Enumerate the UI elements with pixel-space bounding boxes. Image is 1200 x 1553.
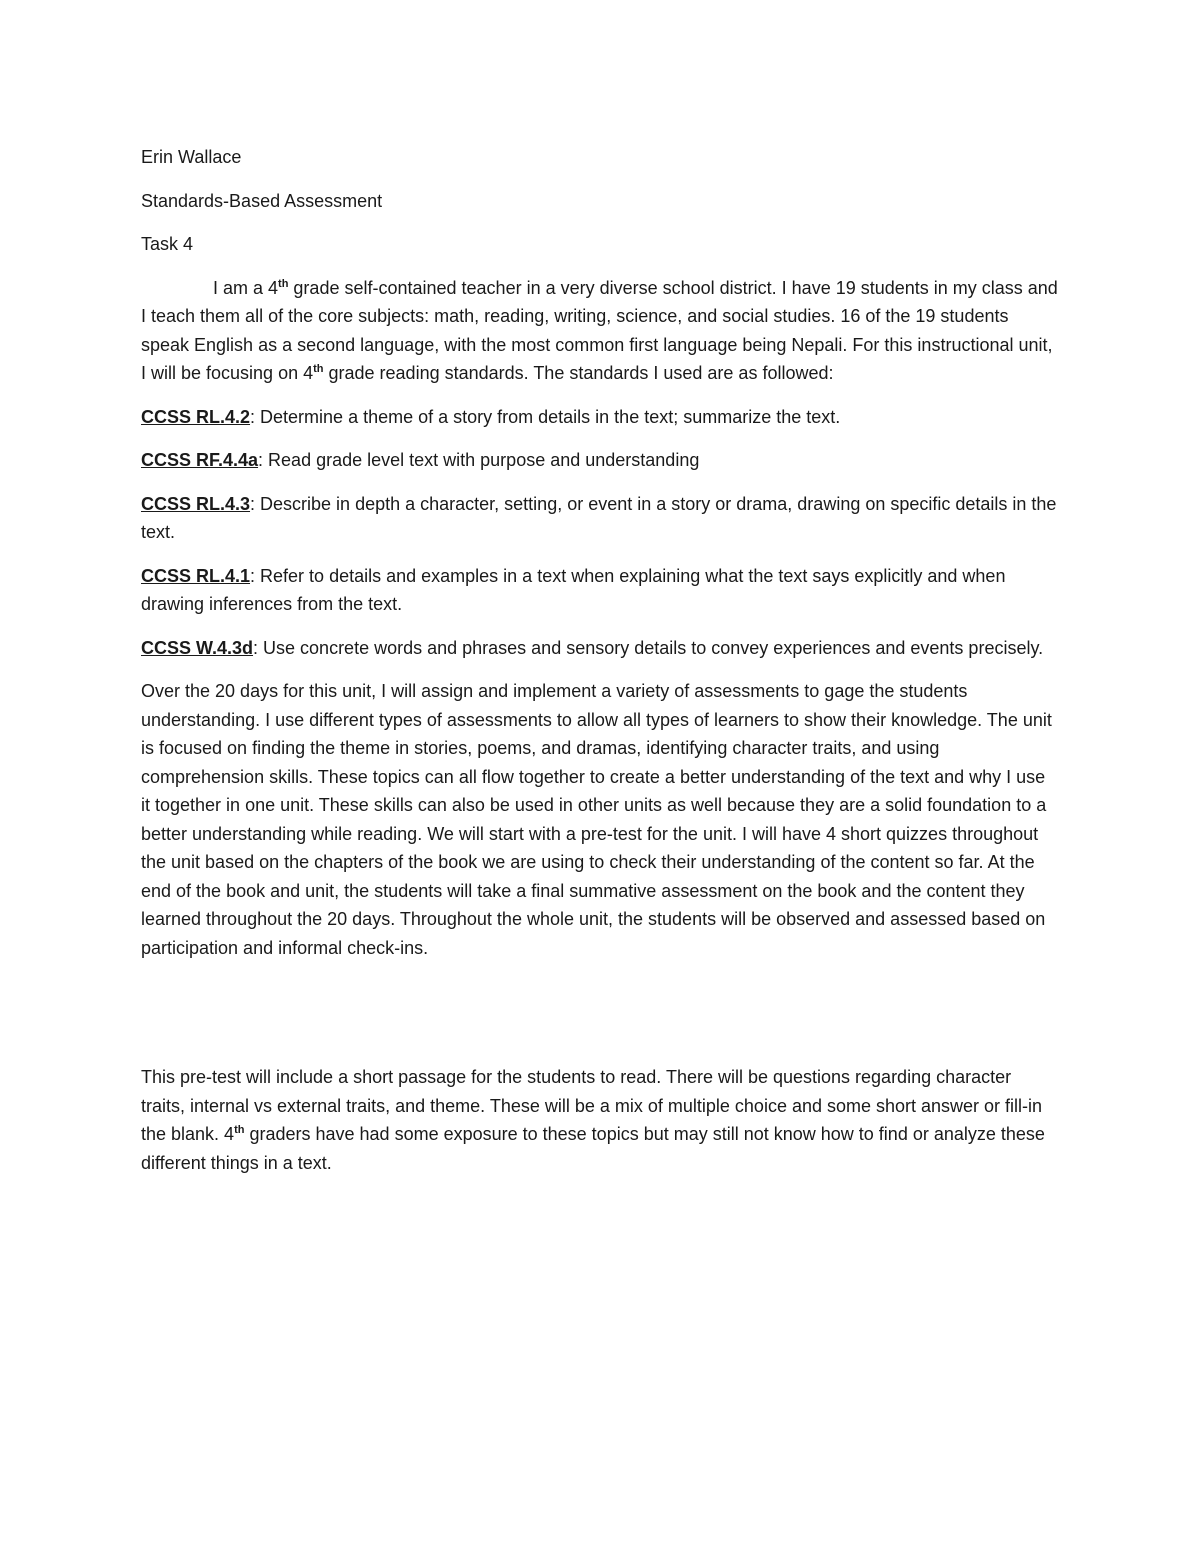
- standard-description: : Use concrete words and phrases and sensory details to convey experiences and events precisely.: [253, 637, 1044, 658]
- task-label: Task 4: [141, 234, 194, 254]
- pretest-text-2: graders have had some exposure to these topics but may still not know how to find or analyze these different things in a text.: [141, 1124, 1045, 1173]
- standard-description: : Determine a theme of a story from details in the text; summarize the text.: [250, 406, 841, 427]
- pretest-paragraph: [141, 1063, 1059, 1177]
- standard-description: : Read grade level text with purpose and understanding: [258, 450, 700, 470]
- intro-text-2: grade self-contained teacher in a very diverse school district. I have 19 students in my class and I teach them all of the core subjects: math, reading, writing, science, and social studies. 16 of the 19 students speak English as a second language, with the most common first language being Nepali. For this instructional unit, I will be focusing on 4: [141, 277, 1058, 383]
- standard-code: CCSS W.4.3d: [141, 637, 254, 658]
- standard-description: : Describe in depth a character, setting, or event in a story or drama, drawing on specific details in the text.: [141, 493, 1057, 542]
- standard-code: CCSS RL.4.3: [141, 493, 251, 514]
- standard-code: CCSS RL.4.2: [141, 406, 251, 427]
- standard-item: [141, 634, 1059, 663]
- standard-item: [141, 403, 1059, 432]
- author-name: Erin Wallace: [141, 147, 242, 167]
- course-title: Standards-Based Assessment: [141, 190, 383, 211]
- overview-paragraph: Over the 20 days for this unit, I will assign and implement a variety of assessments to gage the students understanding. I use different types of assessments to allow all types of learners to show their knowledge. The unit is focused on finding the theme in stories, poems, and dramas, identifying character traits, and using comprehension skills. These topics can all flow together to create a better understanding of the text and why I use it together in one unit. These skills can also be used in other units as well because they are a solid foundation to a better understanding while reading. We will start with a pre-test for the unit. I will have 4 short quizzes throughout the unit based on the chapters of the book we are using to check their understanding of the content so far. At the end of the book and unit, the students will take a final summative assessment on the book and the content they learned throughout the 20 days. Throughout the whole unit, the students will be observed and assessed based on participation and informal check-ins.: [141, 681, 1052, 958]
- standard-code: CCSS RF.4.4a: [141, 450, 259, 470]
- standard-description: : Refer to details and examples in a text when explaining what the text says explicitly and when drawing inferences from the text.: [141, 565, 1006, 614]
- pretest-superscript: th: [234, 1124, 245, 1136]
- standard-item: [141, 562, 1059, 619]
- pretest-text-1: This pre-test will include a short passage for the students to read. There will be questions regarding character traits, internal vs external traits, and theme. These will be a mix of multiple choice and some short answer or fill-in the blank. 4: [141, 1067, 1043, 1144]
- standard-code: CCSS RL.4.1: [141, 565, 251, 586]
- intro-text-3: grade reading standards. The standards I used are as followed:: [323, 363, 834, 383]
- intro-paragraph: [141, 274, 1059, 388]
- intro-text-1: I am a 4: [213, 277, 279, 298]
- document-body: [141, 143, 1059, 1192]
- intro-superscript-1: th: [278, 277, 289, 290]
- standard-item: [141, 446, 1059, 475]
- intro-superscript-2: th: [313, 363, 324, 375]
- standard-item: [141, 490, 1059, 547]
- blank-space: [141, 977, 1059, 1063]
